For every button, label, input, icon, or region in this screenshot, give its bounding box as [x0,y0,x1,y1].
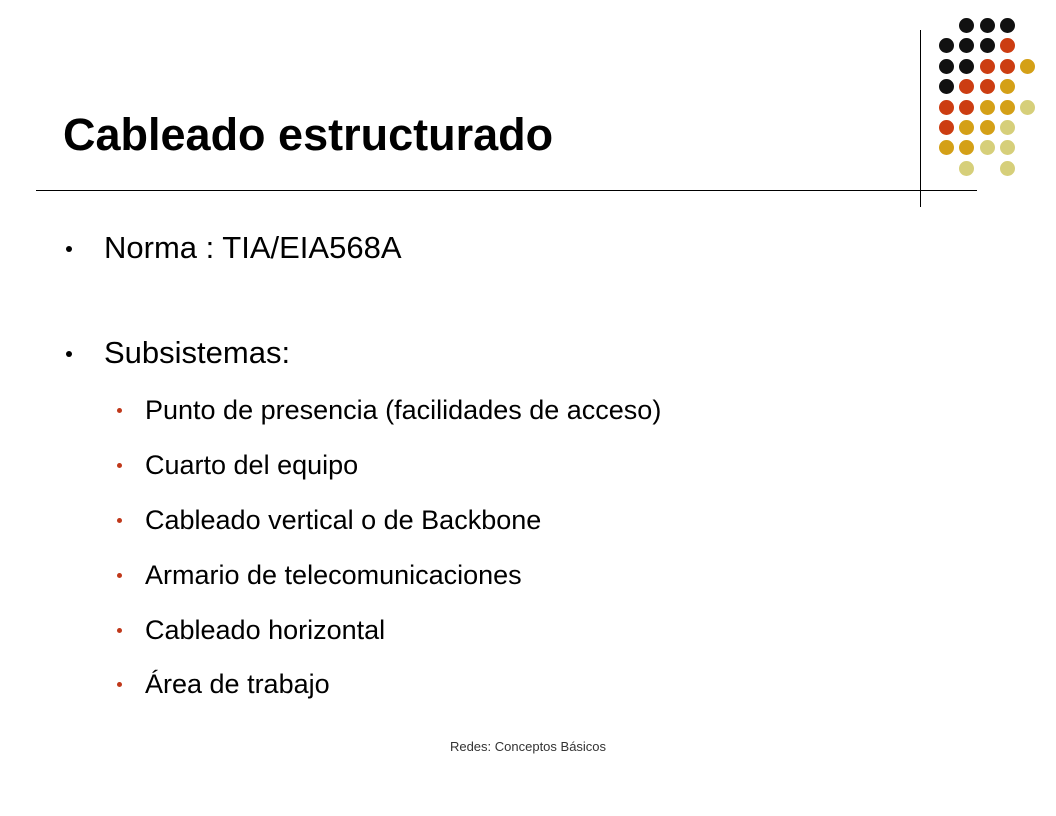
decorative-dot [1000,140,1015,155]
sub-bullet-text: Cableado vertical o de Backbone [145,505,542,535]
sub-bullet-text: Armario de telecomunicaciones [145,560,522,590]
sub-bullet-item [145,393,661,427]
sub-bullet-dot-icon [117,682,122,687]
decorative-dot [959,38,974,53]
sub-bullet-item [145,503,541,537]
bullet-text: Subsistemas: [104,335,291,370]
decorative-dot [1000,79,1015,94]
decorative-dot [959,18,974,33]
decorative-dot [1000,59,1015,74]
sub-bullet-item [145,613,385,647]
decorative-dot [939,59,954,74]
decorative-dot [980,38,995,53]
decorative-dot [1020,59,1035,74]
sub-bullet-dot-icon [117,408,122,413]
decorative-dot [980,79,995,94]
sub-bullet-dot-icon [117,628,122,633]
decorative-dot [980,59,995,74]
decorative-dot [1000,38,1015,53]
sub-bullet-item [145,667,330,701]
sub-bullet-dot-icon [117,518,122,523]
sub-bullet-item [145,558,522,592]
decorative-dot [980,140,995,155]
decorative-dot [1000,120,1015,135]
sub-bullet-text: Cableado horizontal [145,615,386,645]
decorative-dot [1000,18,1015,33]
decorative-dot [939,38,954,53]
sub-bullet-item [145,448,358,482]
decorative-dot [959,59,974,74]
slide-title: Cableado estructurado [63,109,554,160]
decorative-dot [980,120,995,135]
decorative-dot [959,120,974,135]
decorative-dot [939,100,954,115]
decorative-dot [959,161,974,176]
decorative-dot [1000,100,1015,115]
decorative-dot [959,79,974,94]
bullet-item [104,228,402,268]
decorative-dot [1020,100,1035,115]
decorative-dot [939,79,954,94]
bullet-item [104,333,290,373]
bullet-dot-icon [66,351,72,357]
bullet-dot-icon [66,246,72,252]
decorative-dot [980,100,995,115]
slide-footer: Redes: Conceptos Básicos [449,739,607,754]
sub-bullet-text: Área de trabajo [145,669,330,699]
decorative-dot [959,100,974,115]
sub-bullet-dot-icon [117,573,122,578]
vertical-divider [920,30,921,207]
decorative-dot [939,140,954,155]
title-divider [36,190,977,191]
decorative-dot [939,120,954,135]
decorative-dot [959,140,974,155]
sub-bullet-text: Cuarto del equipo [145,450,359,480]
bullet-text: Norma : TIA/EIA568A [104,230,402,265]
decorative-dot [1000,161,1015,176]
sub-bullet-dot-icon [117,463,122,468]
sub-bullet-text: Punto de presencia (facilidades de acceso) [145,395,662,425]
decorative-dot [980,18,995,33]
